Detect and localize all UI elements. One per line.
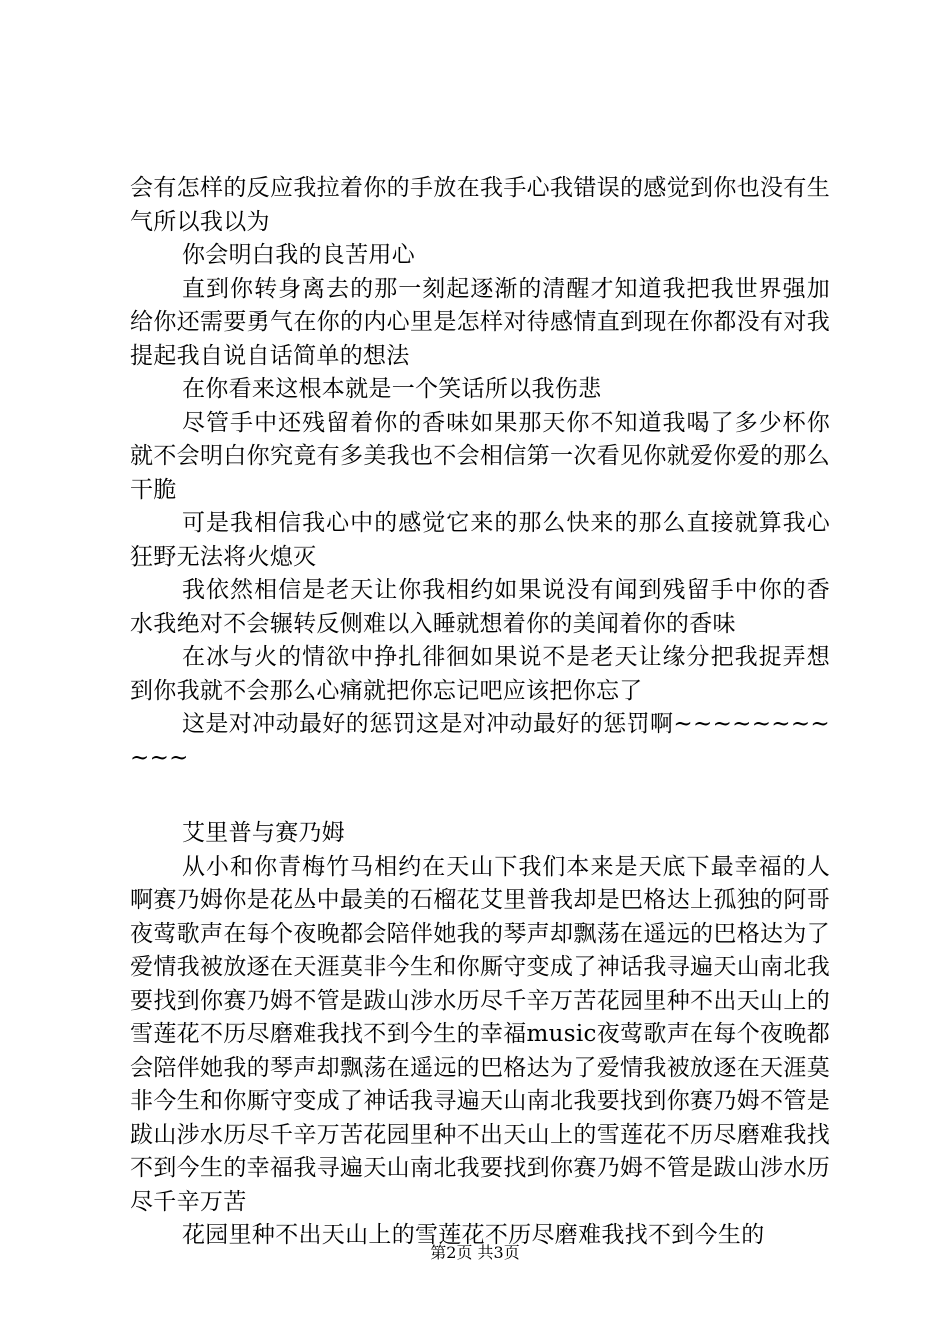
- paragraph: 在你看来这根本就是一个笑话所以我伤悲: [182, 376, 602, 402]
- page-number-footer: 第2页 共3页: [430, 1243, 520, 1262]
- paragraph: 会有怎样的反应我拉着你的手放在我手心我错误的感觉到你也没有生气所以我以为: [130, 175, 830, 235]
- paragraph: 这是对冲动最好的惩罚这是对冲动最好的惩罚啊~~~~~~~~~~~: [130, 711, 830, 771]
- paragraph: 可是我相信我心中的感觉它来的那么快来的那么直接就算我心狂野无法将火熄灭: [130, 510, 830, 570]
- paragraph: 你会明白我的良苦用心: [182, 242, 415, 268]
- section-spacer: [130, 775, 830, 817]
- section-heading: 艾里普与赛乃姆: [182, 820, 346, 846]
- paragraph: 从小和你青梅竹马相约在天山下我们本来是天底下最幸福的人啊赛乃姆你是花丛中最美的石榴花艾里普我却是巴格达上孤独的阿哥夜莺歌声在每个夜晚都会陪伴她我的琴声却飘荡在遥远的巴格达为了爱情我被放逐在天涯莫非今生和你厮守变成了神话我寻遍天山南北我要找到你赛乃姆不管是跋山涉水历尽千辛万苦花园里种不出天山上的雪莲花不历尽磨难我找不到今生的幸福music夜莺歌声在每个夜晚都会陪伴她我的琴声却飘荡在遥远的巴格达为了爱情我被放逐在天涯莫非今生和你厮守变成了神话我寻遍天山南北我要找到你赛乃姆不管是跋山涉水历尽千辛万苦花园里种不出天山上的雪莲花不历尽磨难我找不到今生的幸福我寻遍天山南北我要找到你赛乃姆不管是跋山涉水历尽千辛万苦: [130, 853, 830, 1215]
- paragraph: 直到你转身离去的那一刻起逐渐的清醒才知道我把我世界强加给你还需要勇气在你的内心里是怎样对待感情直到现在你都没有对我提起我自说自话简单的想法: [130, 275, 830, 369]
- paragraph: 花园里种不出天山上的雪莲花不历尽磨难我找不到今生的: [182, 1222, 765, 1248]
- document-body: [130, 172, 830, 1253]
- paragraph: 尽管手中还残留着你的香味如果那天你不知道我喝了多少杯你就不会明白你究竟有多美我也不会相信第一次看见你就爱你爱的那么干脆: [130, 409, 830, 503]
- paragraph: 我依然相信是老天让你我相约如果说没有闻到残留手中你的香水我绝对不会辗转反侧难以入睡就想着你的美闻着你的香味: [130, 577, 830, 637]
- paragraph: 在冰与火的情欲中挣扎徘徊如果说不是老天让缘分把我捉弄想到你我就不会那么心痛就把你忘记吧应该把你忘了: [130, 644, 830, 704]
